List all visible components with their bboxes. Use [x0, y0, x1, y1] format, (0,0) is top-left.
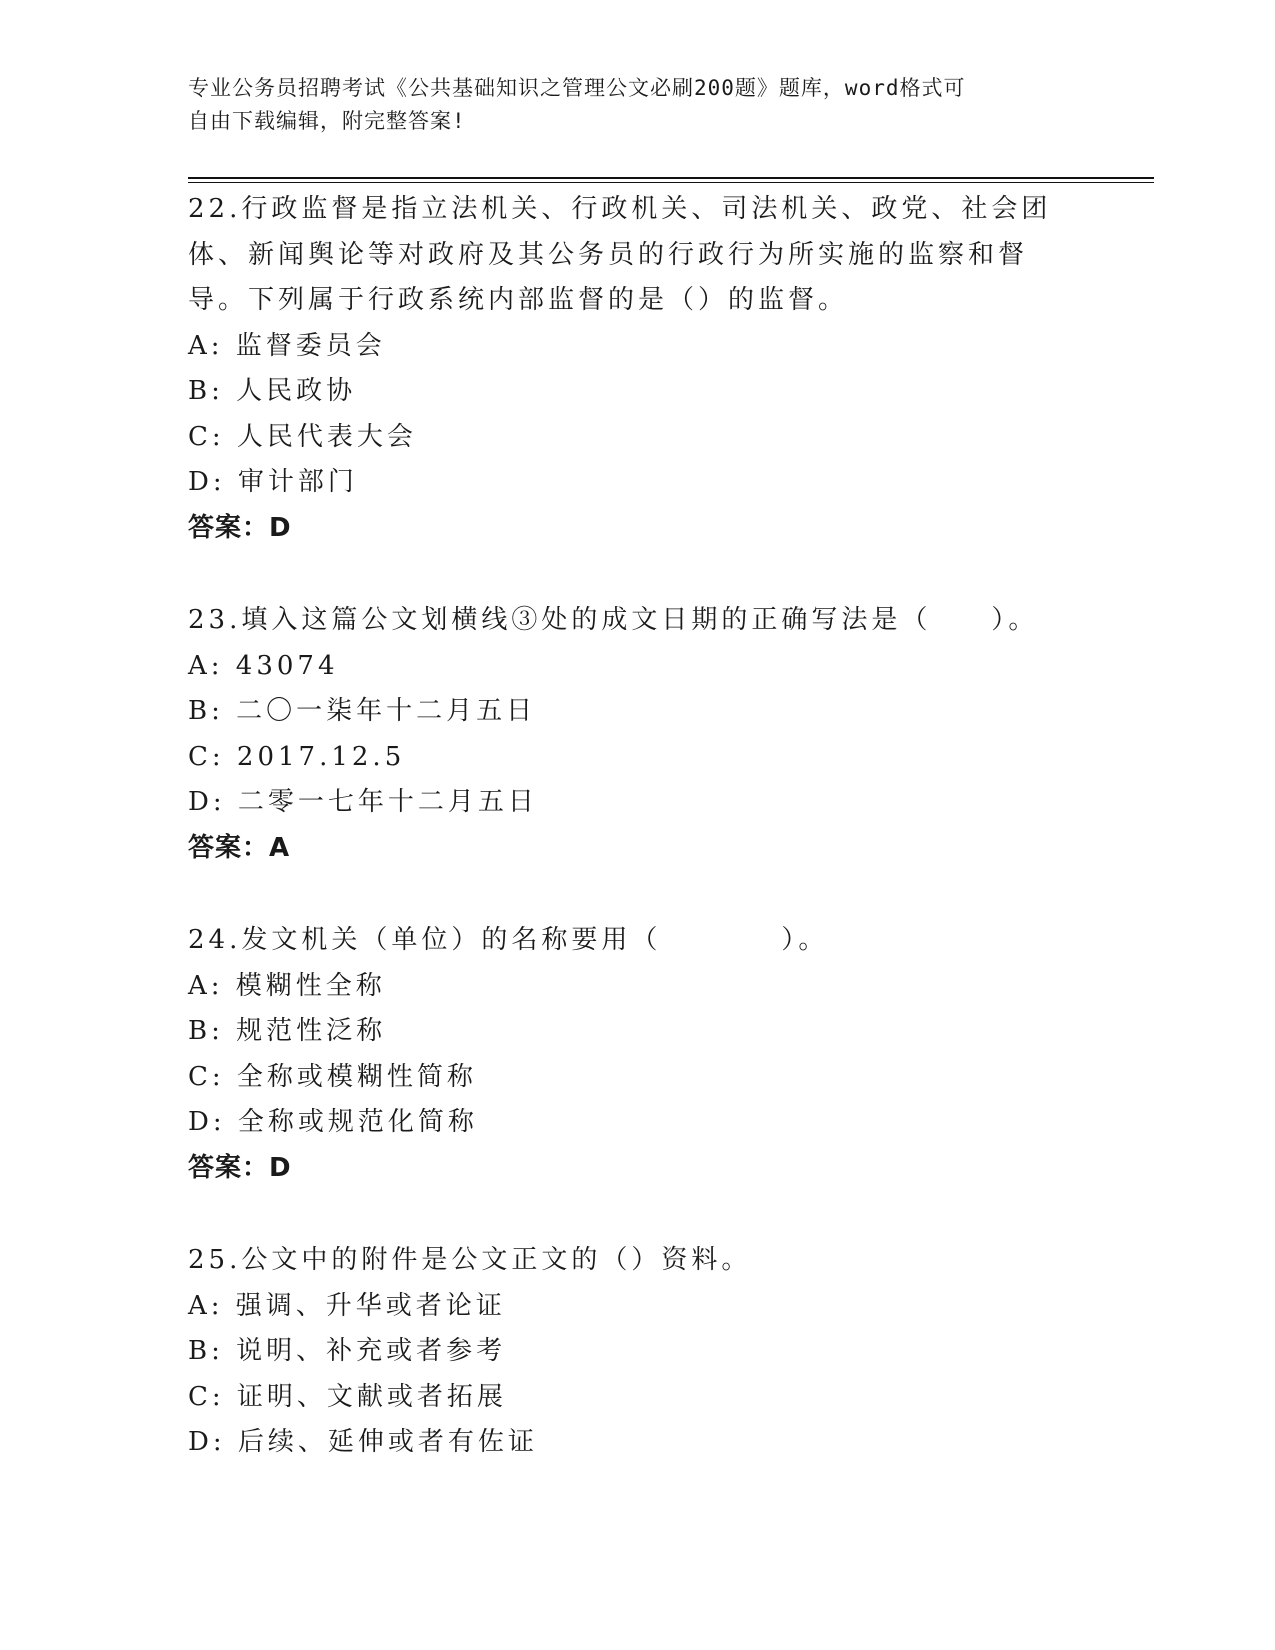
answer: 答案：D: [188, 1152, 292, 1183]
header-line-2: 自由下载编辑，附完整答案!: [188, 109, 466, 133]
header-rule-thin: [188, 182, 1154, 183]
question-25: [188, 1238, 1068, 1466]
question-24: [188, 918, 1068, 1191]
option-b: B: 二〇一柒年十二月五日: [188, 696, 537, 726]
answer: 答案：A: [188, 832, 291, 863]
option-b: B: 人民政协: [188, 376, 357, 406]
option-c: C: 人民代表大会: [188, 421, 417, 452]
document-header: [188, 72, 1068, 138]
option-d: D: 后续、延伸或者有佐证: [188, 1427, 538, 1457]
option-d: D: 审计部门: [188, 467, 358, 497]
answer: 答案：D: [188, 512, 292, 543]
option-a: A: 43074: [188, 650, 339, 681]
question-stem: 22.行政监督是指立法机关、行政机关、司法机关、政党、社会团体、新闻舆论等对政府及其公务员的行政行为所实施的监察和督导。下列属于行政系统内部监督的是（）的监督。: [188, 194, 1052, 315]
header-rule-thick: [188, 177, 1154, 179]
header-line-1: 专业公务员招聘考试《公共基础知识之管理公文必刷200题》题库，word格式可: [188, 76, 966, 100]
question-stem: 24.发文机关（单位）的名称要用（ ）。: [188, 925, 829, 955]
option-b: B: 说明、补充或者参考: [188, 1336, 507, 1366]
option-b: B: 规范性泛称: [188, 1016, 387, 1046]
option-a: A: 强调、升华或者论证: [188, 1290, 506, 1321]
option-a: A: 监督委员会: [188, 330, 386, 361]
option-d: D: 全称或规范化简称: [188, 1107, 478, 1137]
option-c: C: 证明、文献或者拓展: [188, 1381, 507, 1412]
option-c: C: 2017.12.5: [188, 741, 406, 772]
question-list: [188, 187, 1068, 1513]
option-c: C: 全称或模糊性简称: [188, 1061, 477, 1092]
question-stem: 25.公文中的附件是公文正文的（）资料。: [188, 1245, 752, 1275]
question-stem: 23.填入这篇公文划横线③处的成文日期的正确写法是（ ）。: [188, 605, 1039, 635]
question-22: [188, 187, 1068, 551]
option-a: A: 模糊性全称: [188, 970, 386, 1001]
option-d: D: 二零一七年十二月五日: [188, 787, 538, 817]
question-23: [188, 598, 1068, 871]
